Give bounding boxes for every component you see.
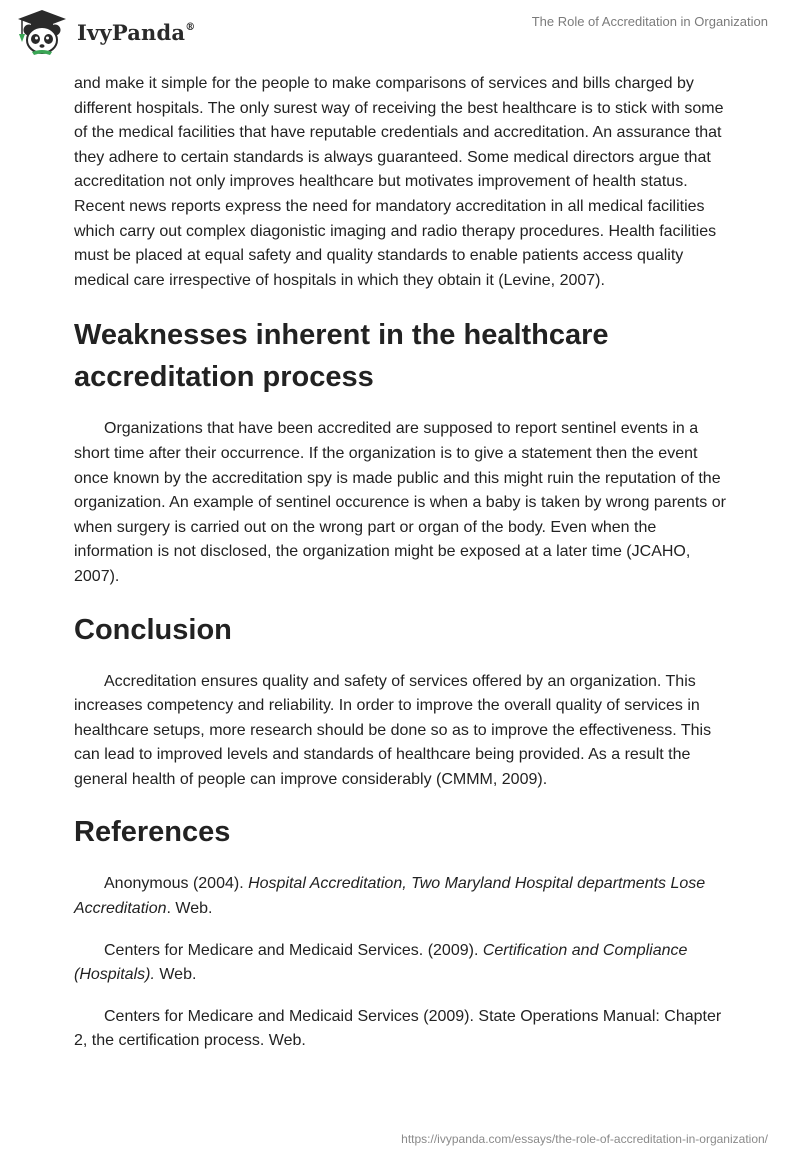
essay-content xyxy=(74,72,734,1054)
panda-graduate-logo-icon[interactable] xyxy=(14,8,70,56)
section-body-conclusion: Accreditation ensures quality and safety of services offered by an organization. This increases competency and reliability. In order to improve the overall quality of services in healthcare setups, more research should be done so as to improve the effectiveness. This can lead to improved levels and standards of healthcare being provided. As a result the general health of people can improve considerably (CMMM, 2009). xyxy=(74,672,712,788)
section-heading-conclusion: Conclusion xyxy=(74,613,232,646)
reference-item: Centers for Medicare and Medicaid Services. (2009). Certification and Compliance (Hospitals). Web. xyxy=(74,941,688,984)
document-title: The Role of Accreditation in Organization xyxy=(531,14,768,29)
brand-name[interactable]: IvyPanda® xyxy=(77,20,196,45)
references-heading: References xyxy=(74,816,231,849)
section-heading-weaknesses: Weaknesses inherent in the healthcare accreditation process xyxy=(74,319,609,394)
reference-item: Centers for Medicare and Medicaid Services (2009). State Operations Manual: Chapter 2, the certification process. Web. xyxy=(74,1007,722,1050)
reference-item: Anonymous (2004). Hospital Accreditation, Two Maryland Hospital departments Lose Accreditation. Web. xyxy=(74,875,706,918)
intro-paragraph: and make it simple for the people to make comparisons of services and bills charged by different hospitals. The only surest way of receiving the best healthcare is to stick with some of the medical facilities that have reputable credentials and accreditation. An assurance that they adhere to certain standards is always guaranteed. Some medical directors argue that accreditation not only improves healthcare but motivates improvement of health status. Recent news reports express the need for mandatory accreditation in all medical facilities which carry out complex diagonistic imaging and radio therapy procedures. Health facilities must be placed at equal safety and quality standards to enable patients access quality medical care irrespective of hospitals in which they obtain it (Levine, 2007). xyxy=(74,75,724,289)
section-body-weaknesses: Organizations that have been accredited are supposed to report sentinel events in a short time after their occurrence. If the organization is to give a statement then the event once known by the accreditation spy is made public and this might ruin the reputation of the organization. An example of sentinel occurence is when a baby is taken by wrong parents or when surgery is carried out on the wrong part or organ of the body. Even when the information is not disclosed, the organization might be exposed at a later time (JCAHO, 2007). xyxy=(74,420,726,585)
source-url-link[interactable]: https://ivypanda.com/essays/the-role-of-accreditation-in-organization/ xyxy=(401,1132,768,1146)
page-header xyxy=(0,0,800,64)
